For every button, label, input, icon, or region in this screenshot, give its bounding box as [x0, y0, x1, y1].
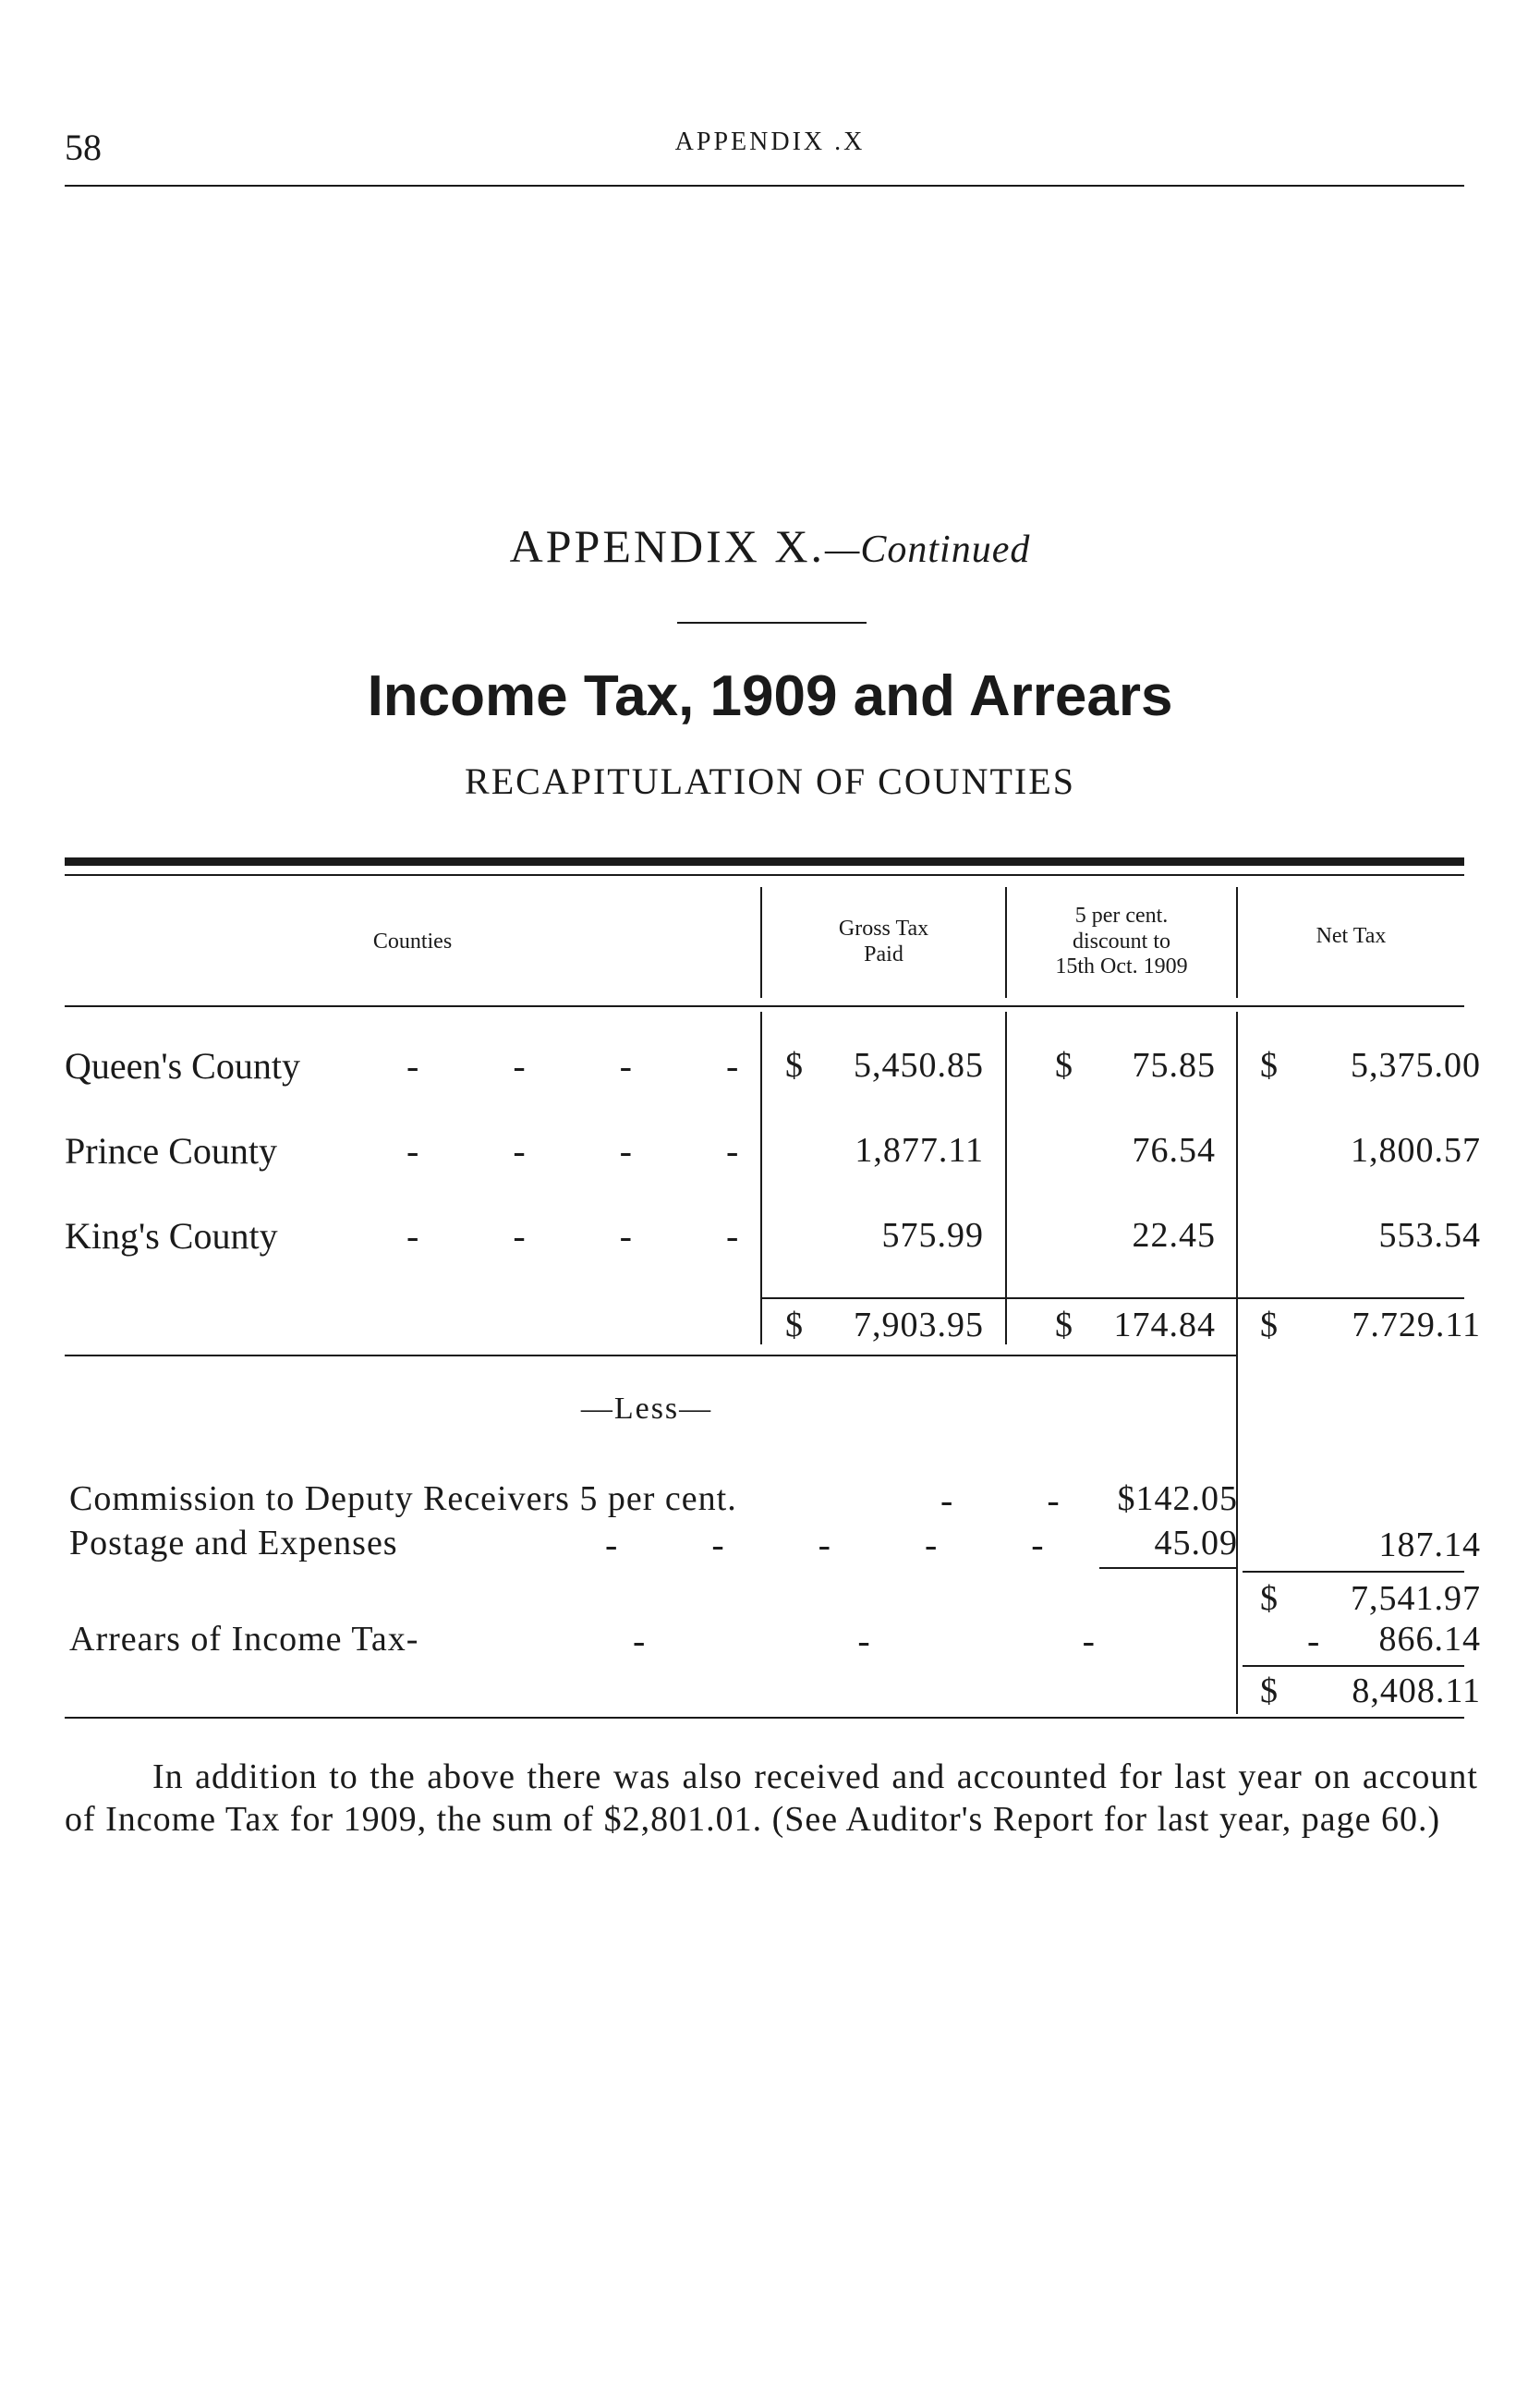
row-dashes: - - - -	[406, 1215, 756, 1257]
col-header-discount-line3: 15th Oct. 1909	[1055, 954, 1188, 979]
discount-value: 22.45	[1132, 1216, 1216, 1255]
page-title: Income Tax, 1909 and Arrears	[367, 664, 1173, 728]
col-header-discount	[1007, 904, 1236, 980]
currency-symbol: $	[1055, 1306, 1073, 1344]
commission-dashes: - -	[940, 1479, 1076, 1521]
row-dashes: - - - -	[406, 1130, 756, 1172]
postage-label: Postage and Expenses	[69, 1524, 398, 1562]
footnote-text: In addition to the above there was also received and accounted for last year on account of Income Tax for 1909, the sum of $2,801.01. (See Auditor's Report for last year, page 60.)	[65, 1757, 1478, 1839]
gross-value: 1,877.11	[855, 1131, 984, 1170]
postage-underline	[1099, 1567, 1238, 1569]
heading-divider	[677, 622, 867, 624]
page-number: 58	[65, 127, 102, 168]
deductions-total: 187.14	[1378, 1526, 1481, 1564]
header-rule	[65, 185, 1464, 187]
less-heading: —Less—	[580, 1392, 713, 1426]
subtotal-amount: 7,541.97	[1351, 1579, 1481, 1618]
commission-label: Commission to Deputy Receivers 5 per cent.	[69, 1479, 737, 1518]
currency-symbol: $	[1260, 1306, 1278, 1344]
footnote-paragraph	[65, 1756, 1478, 1841]
total-net: 7.729.11	[1352, 1306, 1481, 1344]
currency-symbol: $	[785, 1046, 803, 1085]
col-header-gross-line2: Paid	[864, 942, 903, 966]
postage-dashes: - - - - -	[605, 1524, 1061, 1565]
row-label-queens: Queen's County	[65, 1045, 300, 1087]
table-bottom-rule	[65, 1717, 1464, 1719]
arrears-label: Arrears of Income Tax-	[69, 1620, 419, 1659]
totals-rule	[762, 1297, 1464, 1299]
col-header-discount-line2: discount to	[1073, 929, 1170, 954]
net-value: 5,375.00	[1351, 1046, 1481, 1085]
col-header-gross	[762, 917, 1005, 967]
table-top-thick-rule	[65, 857, 1464, 866]
col-header-counties: Counties	[372, 930, 453, 954]
appendix-heading	[0, 519, 1540, 573]
currency-symbol: $	[785, 1306, 803, 1344]
col-header-discount-line1: 5 per cent.	[1074, 904, 1169, 928]
header-bottom-rule	[65, 1005, 1464, 1007]
gross-value: 575.99	[881, 1216, 984, 1255]
col-header-net: Net Tax	[1316, 924, 1387, 948]
appendix-label: APPENDIX X.	[509, 520, 825, 572]
discount-value: 75.85	[1132, 1046, 1216, 1085]
total-discount: 174.84	[1113, 1306, 1216, 1344]
continued-label: —Continued	[825, 529, 1031, 571]
postage-amount: 45.09	[1154, 1524, 1238, 1562]
currency-symbol: $	[1260, 1046, 1278, 1085]
row-dashes: - - - -	[406, 1045, 756, 1087]
gross-value: 5,450.85	[854, 1046, 984, 1085]
grand-total-rule	[1243, 1665, 1464, 1667]
table-body-bottom-rule	[65, 1355, 1236, 1356]
arrears-amount: 866.14	[1378, 1620, 1481, 1659]
col-rule-1-body	[760, 1012, 762, 1344]
col-rule-3-body	[1236, 1012, 1238, 1714]
commission-amount: $142.05	[1117, 1479, 1238, 1518]
total-gross: 7,903.95	[854, 1306, 984, 1344]
page-subtitle: RECAPITULATION OF COUNTIES	[465, 760, 1075, 802]
discount-value: 76.54	[1132, 1131, 1216, 1170]
currency-symbol: $	[1055, 1046, 1073, 1085]
currency-symbol: $	[1260, 1579, 1278, 1618]
net-value: 553.54	[1378, 1216, 1481, 1255]
grand-total-amount: 8,408.11	[1352, 1672, 1481, 1710]
subtotal-rule	[1243, 1571, 1464, 1573]
arrears-dashes: - - - -	[633, 1620, 1366, 1661]
table-top-thin-rule	[65, 874, 1464, 876]
row-label-prince: Prince County	[65, 1130, 277, 1172]
currency-symbol: $	[1260, 1672, 1278, 1710]
col-header-gross-line1: Gross Tax	[838, 917, 929, 941]
running-head: APPENDIX .X	[674, 128, 866, 156]
col-rule-2-body	[1005, 1012, 1007, 1344]
row-label-kings: King's County	[65, 1215, 278, 1257]
net-value: 1,800.57	[1351, 1131, 1481, 1170]
